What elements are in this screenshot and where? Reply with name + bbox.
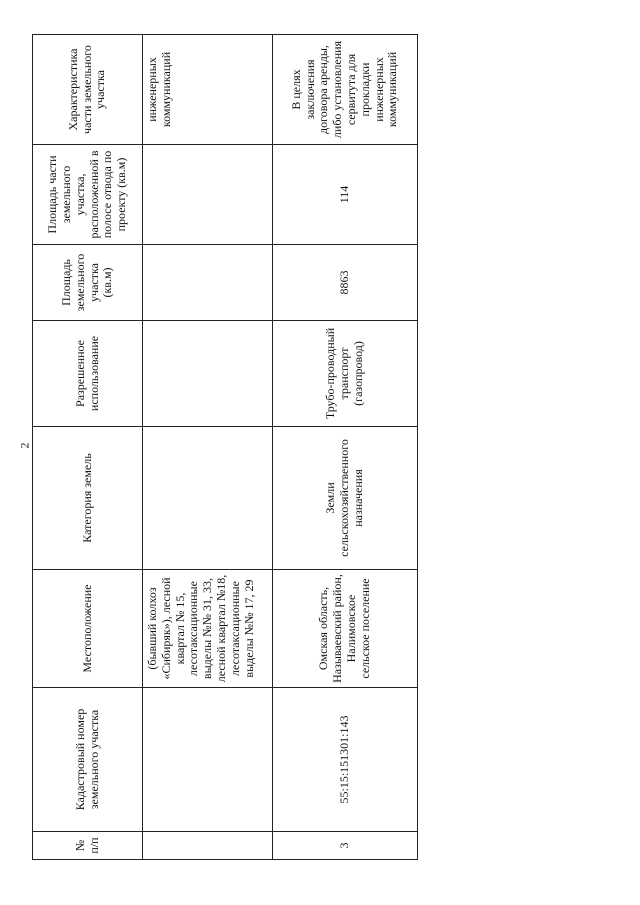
header-permitted-use: Разрешенное использование — [33, 321, 143, 427]
cell-permitted-use: Трубо-проводный транспорт (газопровод) — [273, 321, 418, 427]
header-num: № п/п — [33, 832, 143, 860]
header-cadastral: Кадастровый номер земельного участка — [33, 688, 143, 832]
header-location: Местоположение — [33, 570, 143, 688]
cell-area: 8863 — [273, 245, 418, 321]
table-header-row — [33, 35, 143, 860]
header-category: Категория земель — [33, 427, 143, 570]
cell-location: Омская область, Называевский район, Налимовское сельское поселение — [273, 570, 418, 688]
table-row — [273, 35, 418, 860]
cell-num: 3 — [273, 832, 418, 860]
cell-empty — [143, 688, 273, 832]
cell-part-area: 114 — [273, 145, 418, 245]
land-plots-table — [32, 34, 418, 860]
cell-category: Земли сельскохозяйственного назначения — [273, 427, 418, 570]
cell-characteristic: инженерных коммуникаций — [143, 35, 273, 145]
page-number: 2 — [17, 442, 32, 449]
cell-location: (бывший колхоз «Сибиряк»), лесной квартал № 15, лесотаксационные выделы №№ 31, 33, лесной квартал №18, лесотаксационные выделы №№ 17, 29 — [143, 570, 273, 688]
header-part-area: Площадь части земельного участка, расположенной в полосе отвода по проекту (кв.м) — [33, 145, 143, 245]
cell-characteristic: В целях заключения договора аренды, либо установления сервитута для прокладки инженерных коммуникаций — [273, 35, 418, 145]
table-row — [143, 35, 273, 860]
cell-empty — [143, 427, 273, 570]
header-area: Площадь земельного участка (кв.м) — [33, 245, 143, 321]
cell-empty — [143, 321, 273, 427]
header-characteristic: Характеристика части земельного участка — [33, 35, 143, 145]
cell-empty — [143, 145, 273, 245]
cell-cadastral: 55:15:151301:143 — [273, 688, 418, 832]
cell-empty — [143, 245, 273, 321]
cell-empty — [143, 832, 273, 860]
rotated-table-frame — [32, 35, 417, 860]
